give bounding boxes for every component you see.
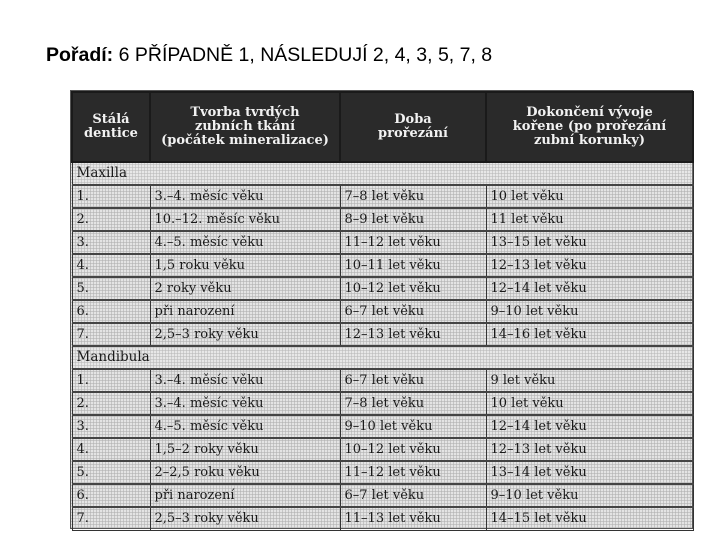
header-line: Dokončení vývoje [526, 105, 653, 120]
table-header-row [72, 92, 693, 162]
header-line: Stálá [92, 112, 130, 127]
table-row [72, 484, 693, 507]
header-line: zubních tkání [194, 119, 296, 134]
mineralization-start: 1,5 roku věku [150, 254, 340, 277]
mineralization-start: 4.–5. měsíc věku [150, 415, 340, 438]
eruption-time: 7–8 let věku [340, 185, 486, 208]
root-completion: 12–13 let věku [486, 254, 693, 277]
title-lead: Pořadí: [46, 44, 114, 66]
root-completion: 11 let věku [486, 208, 693, 231]
table-row [72, 254, 693, 277]
eruption-time: 8–9 let věku [340, 208, 486, 231]
root-completion: 9 let věku [486, 369, 693, 392]
tooth-number: 4. [72, 254, 150, 277]
table-row [72, 185, 693, 208]
tooth-number: 5. [72, 277, 150, 300]
header-line: kořene (po prořezání [512, 119, 667, 134]
mineralization-start: 3.–4. měsíc věku [150, 392, 340, 415]
root-completion: 10 let věku [486, 392, 693, 415]
tooth-number: 7. [72, 323, 150, 346]
mineralization-start: při narození [150, 484, 340, 507]
table-row [72, 231, 693, 254]
eruption-time: 6–7 let věku [340, 369, 486, 392]
table-body [72, 162, 693, 530]
eruption-time: 10–12 let věku [340, 277, 486, 300]
table-row [72, 507, 693, 530]
mineralization-start: 2 roky věku [150, 277, 340, 300]
header-mineralization [150, 92, 340, 162]
mineralization-start: 3.–4. měsíc věku [150, 369, 340, 392]
tooth-number: 1. [72, 185, 150, 208]
tooth-number: 2. [72, 392, 150, 415]
header-tooth [72, 92, 150, 162]
header-line: zubní korunky) [534, 133, 645, 148]
section-label: Maxilla [72, 162, 693, 185]
root-completion: 10 let věku [486, 185, 693, 208]
table-row [72, 438, 693, 461]
section-label: Mandibula [72, 346, 693, 369]
header-line: (počátek mineralizace) [161, 133, 329, 148]
title-order: 6 PŘÍPADNĚ 1, NÁSLEDUJÍ 2, 4, 3, 5, 7, 8 [113, 44, 493, 66]
mineralization-start: 4.–5. měsíc věku [150, 231, 340, 254]
root-completion: 12–14 let věku [486, 277, 693, 300]
table-row [72, 323, 693, 346]
table-row [72, 392, 693, 415]
root-completion: 12–14 let věku [486, 415, 693, 438]
eruption-time: 11–13 let věku [340, 507, 486, 530]
root-completion: 14–15 let věku [486, 507, 693, 530]
root-completion: 9–10 let věku [486, 484, 693, 507]
table-row [72, 461, 693, 484]
mineralization-start: 3.–4. měsíc věku [150, 185, 340, 208]
eruption-time: 6–7 let věku [340, 300, 486, 323]
eruption-time: 6–7 let věku [340, 484, 486, 507]
tooth-development-table [71, 91, 694, 531]
tooth-number: 7. [72, 507, 150, 530]
table-row [72, 300, 693, 323]
tooth-number: 3. [72, 231, 150, 254]
header-line: Doba [394, 112, 432, 127]
mineralization-start: při narození [150, 300, 340, 323]
tooth-number: 2. [72, 208, 150, 231]
eruption-time: 10–11 let věku [340, 254, 486, 277]
root-completion: 13–15 let věku [486, 231, 693, 254]
tooth-number: 5. [72, 461, 150, 484]
tooth-number: 4. [72, 438, 150, 461]
tooth-number: 3. [72, 415, 150, 438]
scanned-table-image [70, 90, 693, 529]
eruption-time: 9–10 let věku [340, 415, 486, 438]
eruption-time: 12–13 let věku [340, 323, 486, 346]
header-line: dentice [84, 126, 138, 141]
eruption-time: 10–12 let věku [340, 438, 486, 461]
root-completion: 9–10 let věku [486, 300, 693, 323]
mineralization-start: 2,5–3 roky věku [150, 507, 340, 530]
table-row [72, 277, 693, 300]
header-line: prořezání [378, 126, 448, 141]
mineralization-start: 1,5–2 roky věku [150, 438, 340, 461]
tooth-number: 6. [72, 300, 150, 323]
header-eruption [340, 92, 486, 162]
slide-title [46, 44, 492, 67]
root-completion: 13–14 let věku [486, 461, 693, 484]
eruption-time: 11–12 let věku [340, 461, 486, 484]
eruption-time: 11–12 let věku [340, 231, 486, 254]
section-row [72, 346, 693, 369]
table-row [72, 208, 693, 231]
header-root-completion [486, 92, 693, 162]
mineralization-start: 10.–12. měsíc věku [150, 208, 340, 231]
mineralization-start: 2,5–3 roky věku [150, 323, 340, 346]
root-completion: 12–13 let věku [486, 438, 693, 461]
eruption-time: 7–8 let věku [340, 392, 486, 415]
root-completion: 14–16 let věku [486, 323, 693, 346]
table-row [72, 415, 693, 438]
mineralization-start: 2–2,5 roku věku [150, 461, 340, 484]
section-row [72, 162, 693, 185]
tooth-number: 1. [72, 369, 150, 392]
tooth-number: 6. [72, 484, 150, 507]
header-line: Tvorba tvrdých [190, 105, 300, 120]
table-row [72, 369, 693, 392]
